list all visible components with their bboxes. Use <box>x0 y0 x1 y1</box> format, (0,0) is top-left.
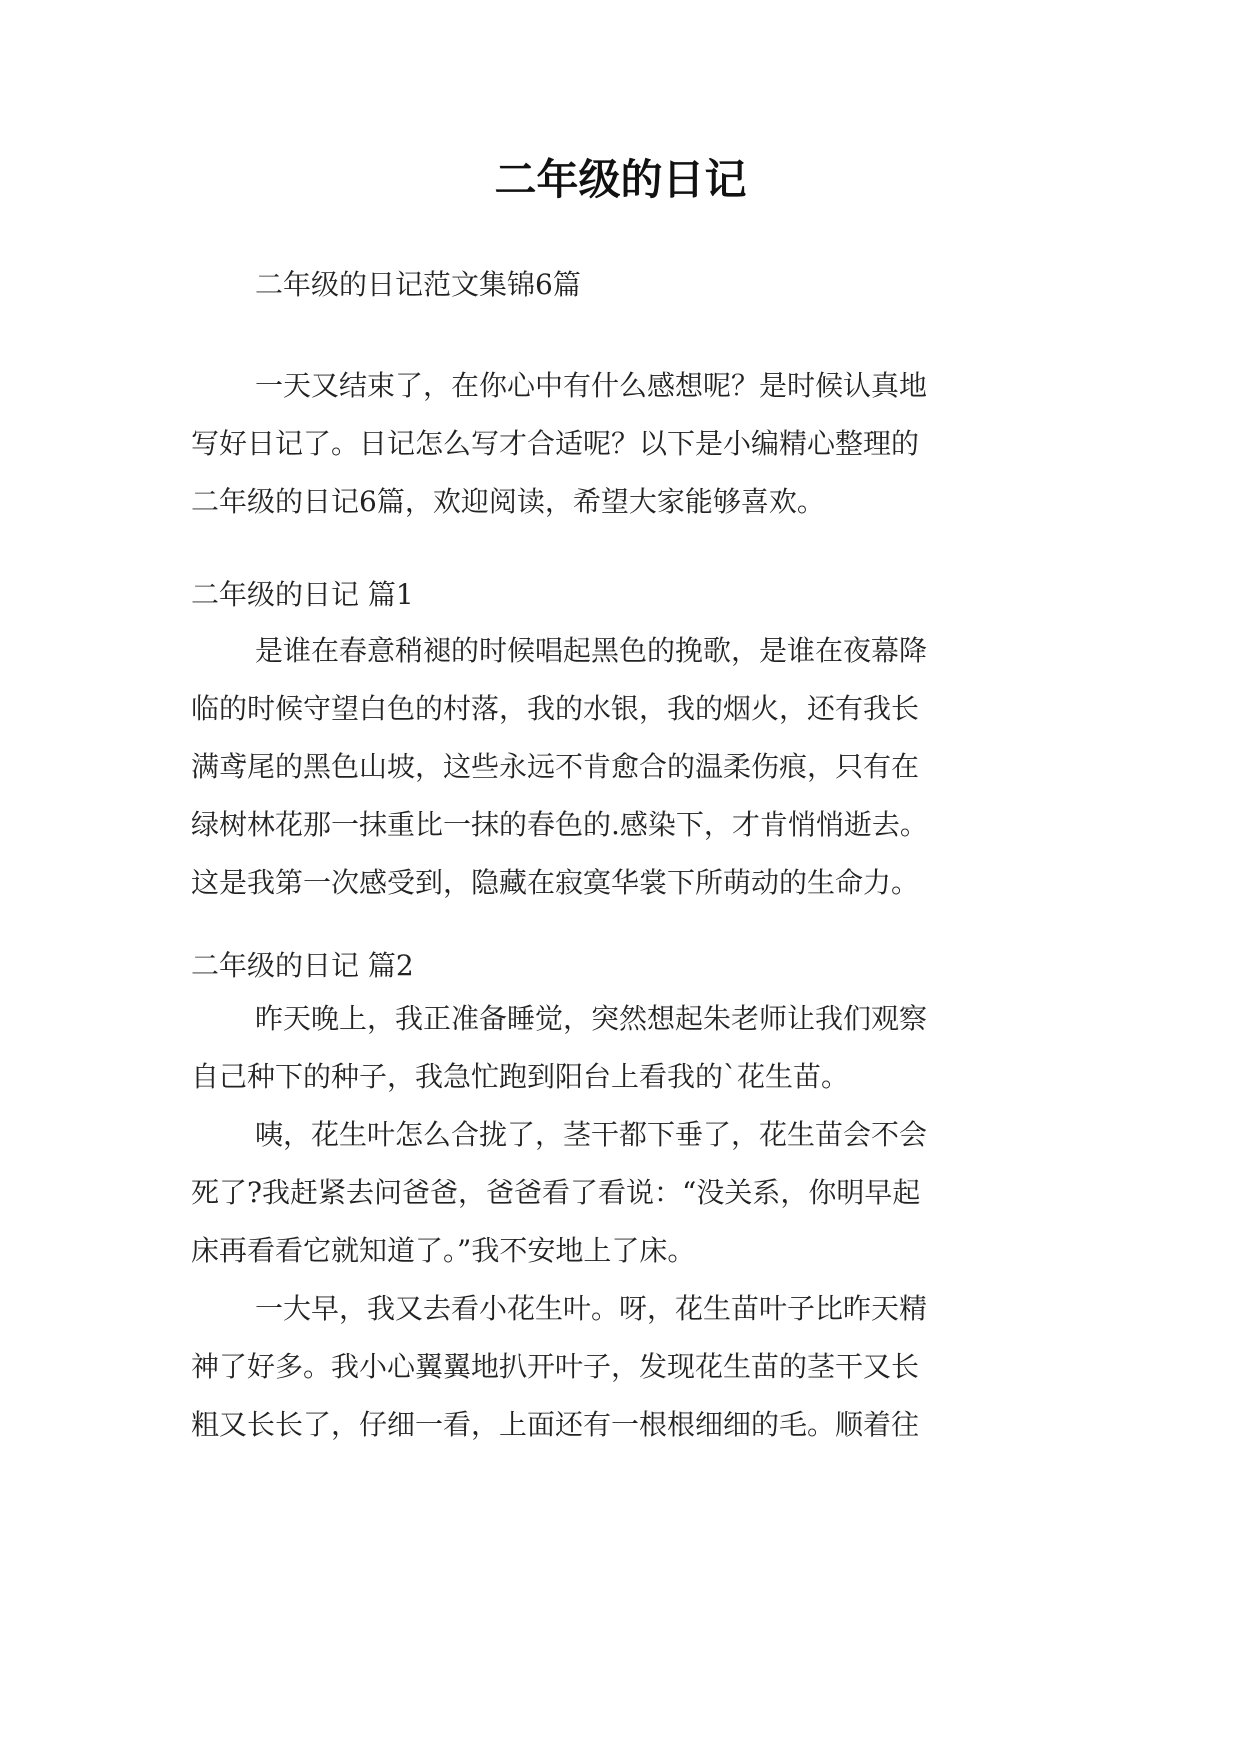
paragraph-line: 咦，花生叶怎么合拢了，茎干都下垂了，花生苗会不会 <box>255 1118 928 1151</box>
intro-paragraph <box>191 357 1071 531</box>
subtitle-line: 二年级的日记范文集锦6篇 <box>255 268 581 301</box>
intro-line: 写好日记了。日记怎么写才合适呢？以下是小编精心整理的 <box>191 427 920 460</box>
paragraph-line: 临的时候守望白色的村落，我的水银，我的烟火，还有我长 <box>191 692 920 725</box>
section-heading-text: 二年级的日记 篇2 <box>191 949 414 982</box>
intro-line: 一天又结束了，在你心中有什么感想呢？是时候认真地 <box>255 369 928 402</box>
paragraph-line: 神了好多。我小心翼翼地扒开叶子，发现花生苗的茎干又长 <box>191 1350 920 1383</box>
paragraph-line: 死了?我赶紧去问爸爸，爸爸看了看说：“没关系，你明早起 <box>191 1176 921 1209</box>
section1-heading <box>191 566 1071 624</box>
intro-line: 二年级的日记6篇，欢迎阅读，希望大家能够喜欢。 <box>191 485 825 518</box>
section2-heading <box>191 937 1071 995</box>
section2-paragraph-1 <box>191 990 1071 1106</box>
section-heading-text: 二年级的日记 篇1 <box>191 578 414 611</box>
section2-paragraph-3 <box>191 1280 1071 1454</box>
paragraph-line: 粗又长长了，仔细一看，上面还有一根根细细的毛。顺着往 <box>191 1408 920 1441</box>
paragraph-line: 一大早，我又去看小花生叶。呀，花生苗叶子比昨天精 <box>255 1292 928 1325</box>
paragraph-line: 是谁在春意稍褪的时候唱起黑色的挽歌，是谁在夜幕降 <box>255 634 928 667</box>
paragraph-line: 自己种下的种子，我急忙跑到阳台上看我的`花生苗。 <box>191 1060 850 1093</box>
document-title: 二年级的日记 <box>494 155 747 204</box>
section2-paragraph-2 <box>191 1106 1071 1280</box>
paragraph-line: 昨天晚上，我正准备睡觉，突然想起朱老师让我们观察 <box>255 1002 928 1035</box>
section1-paragraph <box>191 622 1071 912</box>
paragraph-line: 满鸢尾的黑色山坡，这些永远不肯愈合的温柔伤痕，只有在 <box>191 750 920 783</box>
paragraph-line: 床再看看它就知道了。”我不安地上了床。 <box>191 1234 696 1267</box>
paragraph-line: 绿树林花那一抹重比一抹的春色的.感染下，才肯悄悄逝去。 <box>191 808 928 841</box>
paragraph-line: 这是我第一次感受到，隐藏在寂寞华裳下所萌动的生命力。 <box>191 866 920 899</box>
document-subtitle <box>191 256 1071 314</box>
